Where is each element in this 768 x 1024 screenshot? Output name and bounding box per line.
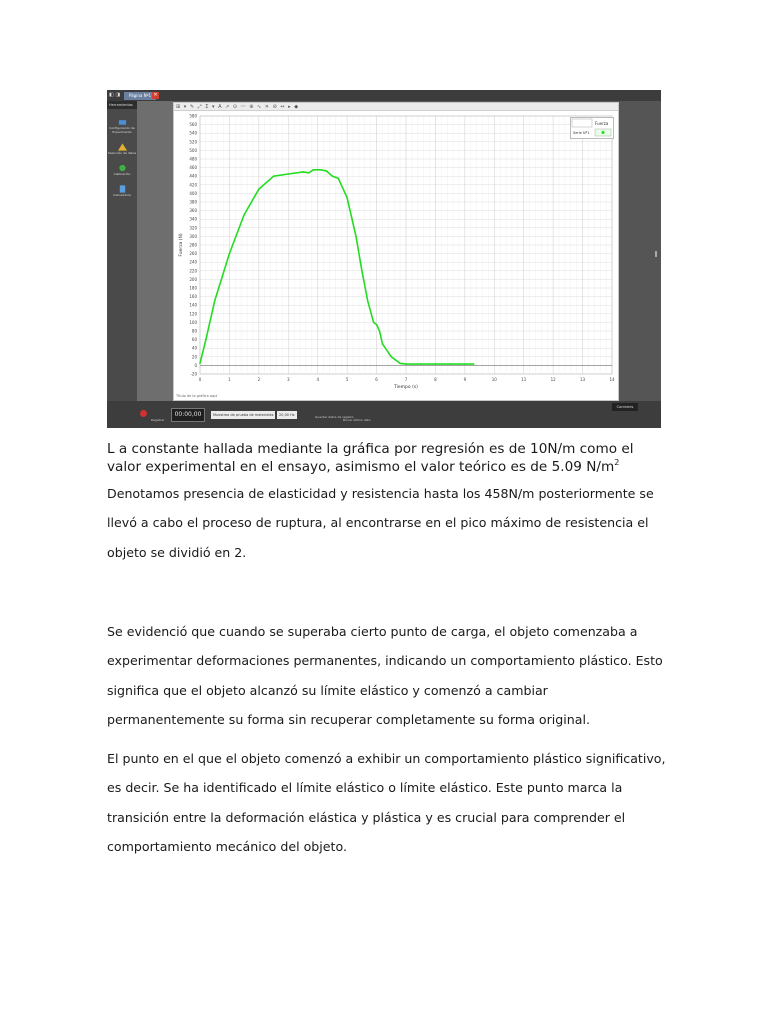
sampling-mode-select[interactable]: Muestreo de prueba de materiales ▾ <box>213 413 274 425</box>
tools-panel-header: Herramientas <box>107 101 137 109</box>
legend-swatch <box>602 131 605 134</box>
y-tick-label: 540 <box>189 130 197 136</box>
x-tick-label: 4 <box>316 377 319 382</box>
data-point <box>346 197 348 199</box>
y-tick-label: 480 <box>189 156 197 162</box>
tool-experiment-setup[interactable]: Configuración de Experimento <box>107 118 137 134</box>
app-icons: ◧ ◨ <box>109 92 121 98</box>
data-point <box>243 214 245 216</box>
graph-window <box>173 102 619 401</box>
y-tick-label: 360 <box>189 208 197 214</box>
panel-handle[interactable] <box>655 251 657 257</box>
tool-calibration[interactable]: Calibración <box>107 164 137 176</box>
paragraph-constant-text: L a constante hallada mediante la gráfica por regresión es de 10N/m como el valor experimental en el ensayo, asimismo el valor teórico es de 5.09 N/m <box>107 441 634 475</box>
data-point <box>376 324 378 326</box>
legend-run-label: Serie Nº1 <box>573 131 590 135</box>
y-tick-label: 80 <box>191 328 197 334</box>
control-bar <box>107 401 661 428</box>
controls-toggle[interactable]: Controles <box>612 403 638 411</box>
paragraph-elastic-limit: El punto en el que el objeto comenzó a exhibir un comportamiento plástico significativo, es decir. Se ha identificado el límite elástico o límite elástico. Este punto marca la transición entre la deformación elástica y plástica y es crucial para comprender el comportamiento mecánico del objeto. <box>107 751 666 854</box>
x-tick-label: 6 <box>375 377 378 382</box>
chart-legend <box>570 117 614 139</box>
data-point <box>464 363 466 365</box>
y-tick-label: 160 <box>189 294 197 300</box>
data-point <box>420 363 422 365</box>
data-point <box>273 175 275 177</box>
data-point <box>382 343 384 345</box>
close-tab-icon[interactable]: ✕ <box>153 92 158 98</box>
calibration-icon <box>118 164 127 172</box>
timer-display: 00:00,00 <box>171 408 205 422</box>
data-point <box>367 300 369 302</box>
x-tick-label: 8 <box>434 377 437 382</box>
paragraph-constant <box>107 440 667 476</box>
graph-toolbar[interactable]: ⊞ ▾ ✎ ⤢ Σ ▾ A ↗ ⊙ 〰 ⊕ ∿ ✕ ⊘ ↔ ▸ ◆ <box>174 103 618 111</box>
y-tick-label: 440 <box>189 173 197 179</box>
data-point <box>338 178 340 180</box>
y-tick-label: 60 <box>191 337 197 343</box>
x-tick-label: 7 <box>404 377 408 382</box>
paragraph-elasticity: Denotamos presencia de elasticidad y resistencia hasta los 458N/m posteriormente se llevó a cabo el proceso de ruptura, al encontrarse en el pico máximo de resistencia el objeto se dividió en 2. <box>107 486 654 560</box>
data-point <box>373 322 375 324</box>
tool-calculator[interactable]: Calculadora <box>107 185 137 197</box>
data-point <box>405 363 407 365</box>
y-tick-label: 0 <box>194 362 197 368</box>
x-tick-label: 9 <box>463 377 467 382</box>
x-tick-label: 11 <box>521 377 527 382</box>
data-point <box>229 253 231 255</box>
x-tick-label: 10 <box>491 377 497 382</box>
software-screenshot <box>107 90 661 428</box>
y-tick-label: 100 <box>189 319 197 325</box>
data-point <box>390 356 392 358</box>
data-point <box>473 363 475 365</box>
y-tick-label: 340 <box>189 216 197 222</box>
y-tick-label: 380 <box>189 199 197 205</box>
x-tick-label: 14 <box>609 377 615 382</box>
paragraph-plastic: Se evidenció que cuando se superaba cierto punto de carga, el objeto comenzaba a experimentar deformaciones permanentes, indicando un comportamiento plástico. Esto significa que el objeto alcanzó su límite elástico y comenzó a cambiar permanentemente su forma sin recuperar completamente su forma original. <box>107 624 663 727</box>
title-bar <box>107 90 661 101</box>
x-tick-label: 12 <box>550 377 556 382</box>
legend-series-label: Fuerza <box>595 121 609 126</box>
data-point <box>320 169 322 171</box>
y-tick-label: 320 <box>189 225 197 231</box>
y-tick-label: 220 <box>189 268 197 274</box>
calculator-icon <box>118 185 127 193</box>
data-point <box>361 270 363 272</box>
x-axis-label: Tiempo (s) <box>394 385 418 390</box>
legend-grid <box>571 118 613 138</box>
right-panel <box>619 101 661 401</box>
y-tick-label: 240 <box>189 259 197 265</box>
data-point <box>399 362 401 364</box>
data-point <box>332 175 334 177</box>
y-tick-label: 120 <box>189 311 197 317</box>
record-label: Registrar <box>151 418 165 422</box>
y-tick-label: 200 <box>189 276 197 282</box>
y-tick-label: 560 <box>189 122 197 128</box>
y-tick-label: 40 <box>191 345 197 351</box>
delete-data-button[interactable]: Borrar último dato <box>343 418 371 422</box>
data-point <box>379 330 381 332</box>
y-tick-label: 420 <box>189 182 197 188</box>
y-tick-label: 460 <box>189 165 197 171</box>
y-tick-label: 500 <box>189 147 197 153</box>
setup-icon <box>118 118 127 126</box>
data-point <box>258 188 260 190</box>
data-point <box>205 339 207 341</box>
chart-caption[interactable]: Título de la gráfica aquí <box>176 394 218 398</box>
workspace-gutter <box>137 101 173 401</box>
data-point <box>449 363 451 365</box>
data-point <box>287 173 289 175</box>
data-point <box>302 171 304 173</box>
data-point <box>308 172 310 174</box>
tab-page-1[interactable]: Página Nº1 <box>124 92 156 100</box>
data-point <box>435 363 437 365</box>
x-tick-label: 13 <box>580 377 586 382</box>
tools-panel <box>107 101 137 401</box>
y-tick-label: 260 <box>189 251 197 257</box>
y-tick-label: 520 <box>189 139 197 145</box>
sample-rate-field[interactable]: 20,00 Hz <box>277 411 297 419</box>
y-tick-label: 280 <box>189 242 197 248</box>
x-tick-label: 0 <box>198 377 202 382</box>
y-tick-label: 20 <box>191 354 197 360</box>
data-point <box>326 170 328 172</box>
x-tick-label: 1 <box>228 377 231 382</box>
save-data-button[interactable]: Guardar datos de registro <box>315 415 354 419</box>
y-tick-label: 300 <box>189 233 197 239</box>
y-tick-label: 140 <box>189 302 197 308</box>
y-tick-label: 400 <box>189 190 197 196</box>
tool-data-selection[interactable]: Selección de datos <box>107 143 137 155</box>
force-time-chart <box>174 112 618 392</box>
x-tick-label: 2 <box>257 377 261 382</box>
x-tick-label: 3 <box>287 377 290 382</box>
data-point <box>313 169 315 171</box>
data-point <box>355 236 357 238</box>
data-point <box>199 362 201 364</box>
record-icon[interactable] <box>140 410 147 417</box>
data-selection-icon <box>118 143 127 151</box>
y-axis-label: Fuerza (N) <box>179 233 184 257</box>
superscript-2: 2 <box>614 458 620 467</box>
y-tick-label: -20 <box>190 371 197 377</box>
x-tick-label: 5 <box>345 377 349 382</box>
y-tick-label: 580 <box>189 113 197 119</box>
data-point <box>214 300 216 302</box>
y-tick-label: 180 <box>189 285 197 291</box>
